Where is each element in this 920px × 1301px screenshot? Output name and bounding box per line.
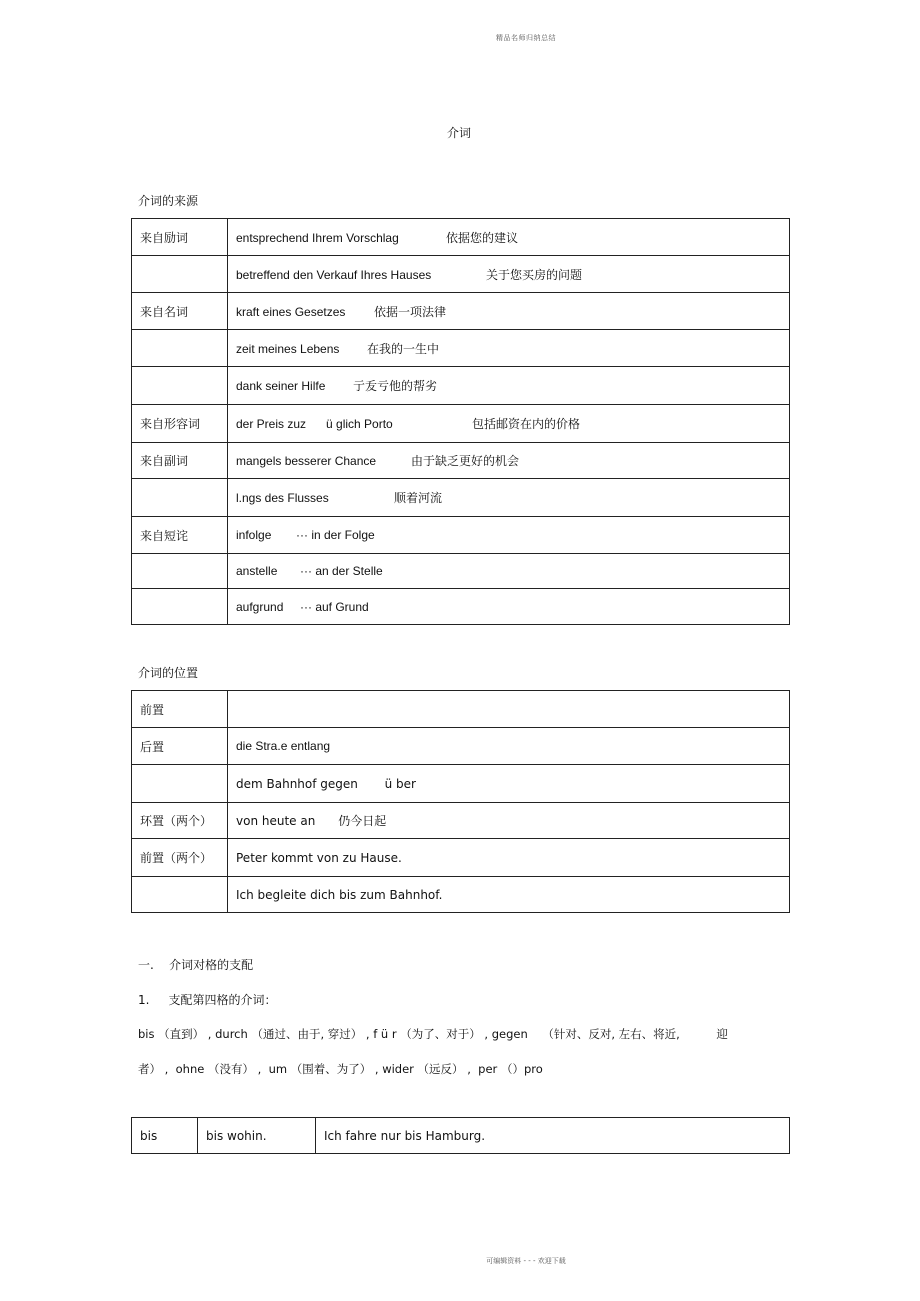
german-text: kraft eines Gesetzes	[236, 304, 346, 319]
chinese-text: 关于您买房的问题	[486, 267, 583, 282]
row-label: 来自形容词	[132, 405, 228, 443]
row-content	[228, 405, 790, 443]
row-content	[228, 554, 790, 589]
preposition-list-line1: bis （直到） , durch （通过、由于, 穿过） , f ü r （为了、对于） , gegen （针对、反对, 左右、将近, 迎	[138, 1027, 728, 1041]
row-label	[132, 256, 228, 293]
chinese-text: ··· an der Stelle	[300, 564, 383, 578]
table-row	[132, 517, 790, 554]
table-row	[132, 728, 790, 765]
row-content: die Stra.e entlang	[228, 728, 790, 765]
table-row	[132, 443, 790, 479]
example-cell-1: bis	[132, 1118, 198, 1154]
source-table	[131, 218, 790, 625]
german-text: zeit meines Lebens	[236, 341, 340, 356]
section-one-sub: 1. 支配第四格的介词：	[138, 993, 277, 1007]
row-label: 来自副词	[132, 443, 228, 479]
row-label: 前置	[132, 691, 228, 728]
chinese-text: 依据一项法律	[374, 304, 447, 319]
table-row	[132, 803, 790, 839]
table-row	[132, 839, 790, 877]
row-content: Ich begleite dich bis zum Bahnhof.	[228, 877, 790, 913]
table-row	[132, 589, 790, 625]
chinese-text: 顺着河流	[394, 491, 443, 505]
row-content	[228, 293, 790, 330]
chinese-text: 包括邮资在内的价格	[472, 417, 581, 431]
row-label	[132, 367, 228, 405]
table-row	[132, 330, 790, 367]
row-content	[228, 256, 790, 293]
german-text: dank seiner Hilfe	[236, 379, 326, 393]
row-content	[228, 479, 790, 517]
row-label	[132, 877, 228, 913]
example-table	[131, 1117, 790, 1154]
table-row	[132, 1118, 790, 1154]
table-row	[132, 367, 790, 405]
row-content	[228, 589, 790, 625]
row-content	[228, 367, 790, 405]
position-table	[131, 690, 790, 913]
section-one-heading: 一. 介词对格的支配	[138, 958, 254, 972]
preposition-list-line2: 者） , ohne （没有） , um （围着、为了） , wider （远反） , per （）pro	[138, 1062, 543, 1076]
table-row	[132, 293, 790, 330]
chinese-text: 在我的一生中	[367, 341, 440, 356]
german-text: aufgrund	[236, 599, 284, 614]
table-row	[132, 405, 790, 443]
row-label	[132, 479, 228, 517]
row-label: 后置	[132, 728, 228, 765]
row-content	[228, 330, 790, 367]
german-text: der Preis zuz ü glich Porto	[236, 417, 393, 431]
row-label	[132, 765, 228, 803]
row-label	[132, 554, 228, 589]
example-cell-2: bis wohin.	[198, 1118, 316, 1154]
table-row	[132, 479, 790, 517]
table-row	[132, 219, 790, 256]
german-text: entsprechend Ihrem Vorschlag	[236, 230, 399, 245]
chinese-text: ··· auf Grund	[300, 599, 369, 614]
row-label: 来自名词	[132, 293, 228, 330]
german-text: betreffend den Verkauf Ihres Hauses	[236, 267, 432, 282]
chinese-text: 依据您的建议	[446, 230, 519, 245]
row-content	[228, 443, 790, 479]
chinese-text: 亍叐亏他的帮劣	[353, 379, 438, 393]
chinese-text: 由于缺乏更好的机会	[411, 454, 520, 468]
german-text: mangels besserer Chance	[236, 454, 377, 468]
table-row	[132, 691, 790, 728]
position-heading: 介词的位置	[138, 666, 199, 680]
german-text: l.ngs des Flusses	[236, 491, 329, 505]
page-footer: 可编辑资料 - - - 欢迎下载	[486, 1257, 566, 1265]
row-content: von heute an 仍今日起	[228, 803, 790, 839]
row-content: Peter kommt von zu Hause.	[228, 839, 790, 877]
table-row	[132, 765, 790, 803]
german-text: anstelle	[236, 564, 278, 578]
example-cell-3: Ich fahre nur bis Hamburg.	[316, 1118, 790, 1154]
page-header: 精品名师归纳总结	[496, 34, 556, 42]
row-label: 前置（两个）	[132, 839, 228, 877]
row-label: 环置（两个）	[132, 803, 228, 839]
row-content	[228, 691, 790, 728]
row-content: dem Bahnhof gegen ü ber	[228, 765, 790, 803]
row-label	[132, 589, 228, 625]
row-label	[132, 330, 228, 367]
source-heading: 介词的来源	[138, 194, 199, 208]
row-content	[228, 517, 790, 554]
row-content	[228, 219, 790, 256]
row-label: 来自短诧	[132, 517, 228, 554]
table-row	[132, 877, 790, 913]
german-text: infolge	[236, 528, 272, 542]
row-label: 来自励词	[132, 219, 228, 256]
chinese-text: ··· in der Folge	[296, 528, 375, 542]
table-row	[132, 256, 790, 293]
page-title: 介词	[446, 126, 471, 140]
table-row	[132, 554, 790, 589]
